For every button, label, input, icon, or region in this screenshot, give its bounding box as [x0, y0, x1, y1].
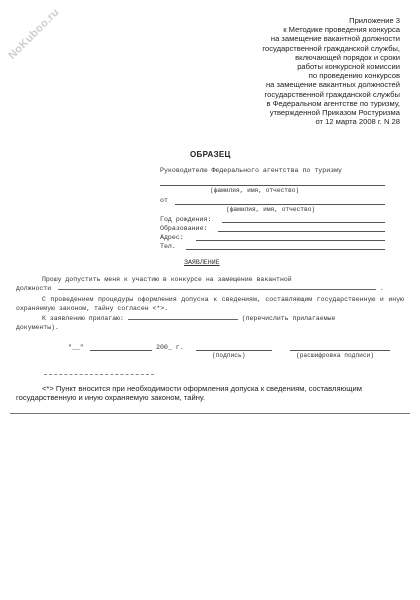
attach-label: К заявлению прилагаю:: [42, 315, 124, 322]
address-line: [196, 240, 385, 241]
watermark-logo: NoKuboo.ru: [6, 6, 62, 62]
header-line: государственной гражданской службы,: [262, 43, 400, 53]
signature-line: [196, 350, 272, 351]
footnote-separator: [44, 374, 154, 375]
decode-caption: (расшифровка подписи): [296, 352, 374, 359]
fio-caption: (фамилия, имя, отчество): [210, 187, 300, 194]
field-education: Образование:: [160, 225, 208, 232]
birth-year-line: [222, 222, 385, 223]
header-line: Приложение 3: [349, 16, 400, 25]
header-annex: [200, 16, 400, 126]
header-line: на замещение вакантной должности: [270, 34, 400, 44]
paragraph-consent: С проведением процедуры оформления допуска к сведениям, составляющим государственную и иную охраняемую законом, тайну согласен <*>.: [16, 296, 404, 313]
addressee-fio-line: [160, 185, 385, 186]
date-year: 200_ г.: [156, 344, 184, 351]
header-line: утвержденной Приказом Ростуризма: [269, 108, 400, 118]
header-line: в Федеральном агентстве по туризму,: [266, 98, 400, 108]
zayavlenie-heading: ЗАЯВЛЕНИЕ: [184, 259, 220, 266]
from-label: от: [160, 197, 168, 204]
date-month-line: [90, 350, 152, 351]
field-phone: Тел.: [160, 243, 176, 250]
phone-line: [186, 249, 385, 250]
paragraph-request: [16, 275, 404, 294]
request-line-2: [16, 284, 404, 293]
education-line: [218, 231, 385, 232]
header-line: государственной гражданской службы: [264, 89, 400, 99]
position-line: [58, 289, 376, 290]
footnote: [16, 384, 406, 403]
request-position-label: должности: [16, 285, 52, 293]
field-address: Адрес:: [160, 234, 184, 241]
attach-hint: (перечислить прилагаемые: [241, 315, 336, 322]
addressee: Руководителю Федерального агентства по туризму: [160, 167, 343, 174]
bottom-rule: [10, 413, 410, 414]
header-line: включающей порядок и сроки: [295, 52, 400, 62]
attach-line: [128, 319, 238, 320]
header-line: работы конкурсной комиссии: [297, 62, 400, 72]
document-title: ОБРАЗЕЦ: [190, 150, 231, 159]
attach-line-2: документы).: [16, 324, 59, 332]
field-birth-year: Год рождения:: [160, 216, 212, 223]
request-line-1: Прошу допустить меня к участию в конкурсе на замещение вакантной: [42, 276, 292, 283]
from-fio-line: [175, 204, 385, 205]
request-end-dot: .: [379, 285, 384, 293]
header-line: по проведению конкурсов: [308, 71, 400, 81]
paragraph-attach: [16, 314, 404, 333]
header-line: к Методике проведения конкурса: [283, 25, 400, 35]
date-day: "__": [68, 344, 84, 351]
sign-caption: (подпись): [212, 352, 246, 359]
header-line: на замещение вакантных должностей: [265, 80, 400, 90]
header-line: от 12 марта 2008 г. N 28: [315, 117, 400, 127]
attach-line-1: [16, 314, 404, 323]
fio-caption-2: (фамилия, имя, отчество): [226, 206, 316, 213]
footnote-text: <*> Пункт вносится при необходимости оформления допуска к сведениям, составляющим государственную и иную охраняемую законом, тайну.: [16, 384, 362, 403]
decode-line: [290, 350, 390, 351]
